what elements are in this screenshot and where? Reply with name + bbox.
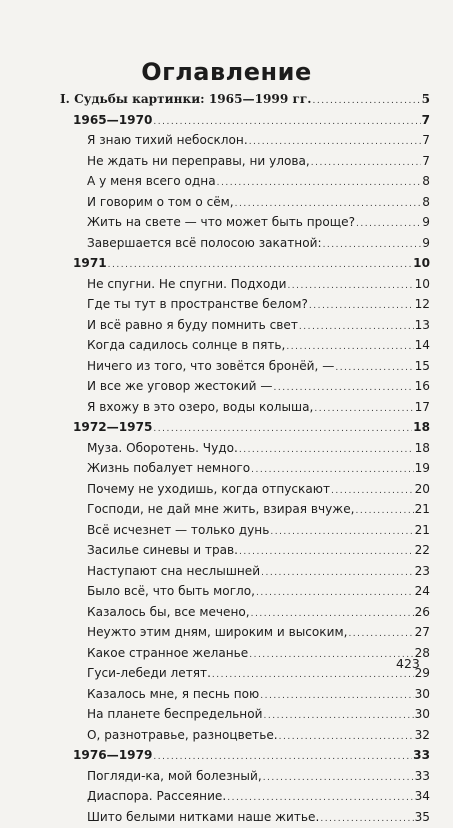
dot-leader — [356, 215, 421, 234]
toc-section — [60, 746, 430, 767]
dot-leader — [212, 666, 414, 685]
toc-entry — [60, 726, 430, 747]
dot-leader — [251, 461, 413, 480]
toc-page-number: 14 — [415, 336, 430, 355]
toc-page-number: 7 — [422, 131, 430, 150]
toc-entry — [60, 480, 430, 501]
dot-leader — [314, 400, 413, 419]
toc-entry — [60, 767, 430, 788]
toc-entry — [60, 398, 430, 419]
toc-entry — [60, 459, 430, 480]
toc-entry — [60, 521, 430, 542]
toc-entry — [60, 603, 430, 624]
toc-page-number: 9 — [422, 234, 430, 253]
dot-leader — [320, 810, 413, 828]
toc-entry — [60, 193, 430, 214]
toc-label: Где ты тут в пространстве белом? — [87, 295, 308, 314]
toc-section — [60, 254, 430, 275]
toc-page-number: 26 — [415, 603, 430, 622]
dot-leader — [249, 646, 413, 665]
toc-page-number: 10 — [415, 275, 430, 294]
toc-entry — [60, 808, 430, 828]
toc-page-number: 15 — [415, 357, 430, 376]
dot-leader — [313, 92, 421, 111]
page-number: 423 — [396, 656, 420, 671]
toc-entry — [60, 541, 430, 562]
toc-label: I. Судьбы картинки: 1965—1999 гг. — [60, 90, 312, 109]
dot-leader — [309, 297, 414, 316]
page-title: Оглавление — [0, 58, 453, 86]
toc-label: Всё исчезнет — только дунь — [87, 521, 269, 540]
toc-label: 1965—1970 — [73, 111, 152, 130]
toc-part — [60, 90, 430, 111]
toc-entry — [60, 500, 430, 521]
toc-label: Жизнь побалует немного — [87, 459, 250, 478]
dot-leader — [311, 154, 422, 173]
toc-label: Господи, не дай мне жить, взирая вчуже, — [87, 500, 354, 519]
toc-label: 1976—1979 — [73, 746, 152, 765]
toc-label: И говорим о том о сём, — [87, 193, 234, 212]
toc-label: 1971 — [73, 254, 107, 273]
toc-page-number: 32 — [415, 726, 430, 745]
dot-leader — [348, 625, 413, 644]
toc-entry — [60, 439, 430, 460]
toc-label: Ничего из того, что зовётся бронёй, — — [87, 357, 334, 376]
toc-page-number: 30 — [415, 705, 430, 724]
toc-page-number: 24 — [415, 582, 430, 601]
dot-leader — [235, 195, 422, 214]
toc-page-number: 29 — [415, 664, 430, 683]
dot-leader — [261, 564, 414, 583]
toc-page-number: 9 — [422, 213, 430, 232]
toc-page-number: 12 — [415, 295, 430, 314]
table-of-contents — [60, 90, 430, 828]
toc-page-number: 21 — [415, 500, 430, 519]
dot-leader — [217, 174, 422, 193]
dot-leader — [249, 133, 422, 152]
toc-label: И все же уговор жестокий — — [87, 377, 272, 396]
dot-leader — [323, 236, 422, 255]
toc-page-number: 5 — [422, 90, 430, 109]
toc-entry — [60, 234, 430, 255]
toc-label: На планете беспредельной — [87, 705, 262, 724]
toc-page-number: 21 — [415, 521, 430, 540]
toc-label: Диаспора. Рассеяние. — [87, 787, 226, 806]
toc-label: Было всё, что быть могло, — [87, 582, 255, 601]
toc-page-number: 23 — [415, 562, 430, 581]
dot-leader — [355, 502, 413, 521]
toc-label: Почему не уходишь, когда отпускают — [87, 480, 330, 499]
toc-page-number: 28 — [415, 644, 430, 663]
toc-label: Гуси-лебеди летят. — [87, 664, 211, 683]
toc-entry — [60, 644, 430, 665]
toc-entry — [60, 377, 430, 398]
toc-label: Завершается всё полосою закатной: — [87, 234, 322, 253]
toc-label: Какое странное желанье — [87, 644, 248, 663]
toc-entry — [60, 787, 430, 808]
toc-page-number: 20 — [415, 480, 430, 499]
dot-leader — [279, 728, 414, 747]
dot-leader — [256, 584, 414, 603]
toc-page-number: 10 — [413, 254, 430, 273]
toc-page-number: 27 — [415, 623, 430, 642]
toc-label: О, разнотравье, разноцветье. — [87, 726, 278, 745]
toc-entry — [60, 685, 430, 706]
toc-label: Неужто этим дням, широким и высоким, — [87, 623, 347, 642]
dot-leader — [273, 379, 413, 398]
toc-label: Когда садилось солнце в пять, — [87, 336, 285, 355]
toc-entry — [60, 705, 430, 726]
toc-entry — [60, 213, 430, 234]
toc-entry — [60, 295, 430, 316]
toc-entry — [60, 623, 430, 644]
toc-page-number: 30 — [415, 685, 430, 704]
toc-label: Погляди-ка, мой болезный, — [87, 767, 262, 786]
toc-page-number: 13 — [415, 316, 430, 335]
dot-leader — [260, 687, 413, 706]
toc-page-number: 7 — [422, 111, 430, 130]
toc-page-number: 33 — [415, 767, 430, 786]
toc-label: Казалось мне, я песнь пою — [87, 685, 259, 704]
dot-leader — [263, 707, 413, 726]
dot-leader — [153, 113, 420, 132]
toc-label: Муза. Оборотень. Чудо. — [87, 439, 238, 458]
toc-label: А у меня всего одна — [87, 172, 216, 191]
dot-leader — [270, 523, 413, 542]
toc-page-number: 19 — [415, 459, 430, 478]
toc-page-number: 16 — [415, 377, 430, 396]
toc-label: Наступают сна неслышней — [87, 562, 260, 581]
toc-page-number: 7 — [422, 152, 430, 171]
toc-entry — [60, 664, 430, 685]
toc-label: Казалось бы, все мечено, — [87, 603, 250, 622]
toc-label: Жить на свете — что может быть проще? — [87, 213, 355, 232]
toc-entry — [60, 131, 430, 152]
toc-label: Я знаю тихий небосклон. — [87, 131, 248, 150]
toc-entry — [60, 336, 430, 357]
toc-page-number: 33 — [413, 746, 430, 765]
toc-label: Засилье синевы и трав. — [87, 541, 238, 560]
toc-entry — [60, 316, 430, 337]
toc-section — [60, 111, 430, 132]
toc-page-number: 8 — [422, 172, 430, 191]
toc-page-number: 34 — [415, 787, 430, 806]
toc-page-number: 8 — [422, 193, 430, 212]
toc-entry — [60, 562, 430, 583]
dot-leader — [239, 441, 414, 460]
toc-page-number: 18 — [415, 439, 430, 458]
dot-leader — [251, 605, 414, 624]
toc-label: 1972—1975 — [73, 418, 152, 437]
toc-page-number: 17 — [415, 398, 430, 417]
dot-leader — [287, 277, 413, 296]
dot-leader — [153, 420, 412, 439]
dot-leader — [263, 769, 414, 788]
toc-entry — [60, 152, 430, 173]
toc-page-number: 35 — [415, 808, 430, 827]
dot-leader — [153, 748, 412, 767]
toc-label: И всё равно я буду помнить свет — [87, 316, 298, 335]
toc-entry — [60, 357, 430, 378]
dot-leader — [299, 318, 414, 337]
toc-entry — [60, 275, 430, 296]
dot-leader — [227, 789, 413, 808]
toc-label: Шито белыми нитками наше житье. — [87, 808, 319, 827]
dot-leader — [108, 256, 412, 275]
toc-label: Я вхожу в это озеро, воды колыша, — [87, 398, 313, 417]
toc-page-number: 18 — [413, 418, 430, 437]
toc-section — [60, 418, 430, 439]
dot-leader — [239, 543, 414, 562]
dot-leader — [335, 359, 413, 378]
page-header — [0, 0, 453, 26]
toc-label: Не спугни. Не спугни. Подходи — [87, 275, 286, 294]
toc-page-number: 22 — [415, 541, 430, 560]
dot-leader — [331, 482, 414, 501]
toc-label: Не ждать ни переправы, ни улова, — [87, 152, 310, 171]
toc-entry — [60, 582, 430, 603]
toc-entry — [60, 172, 430, 193]
dot-leader — [286, 338, 413, 357]
